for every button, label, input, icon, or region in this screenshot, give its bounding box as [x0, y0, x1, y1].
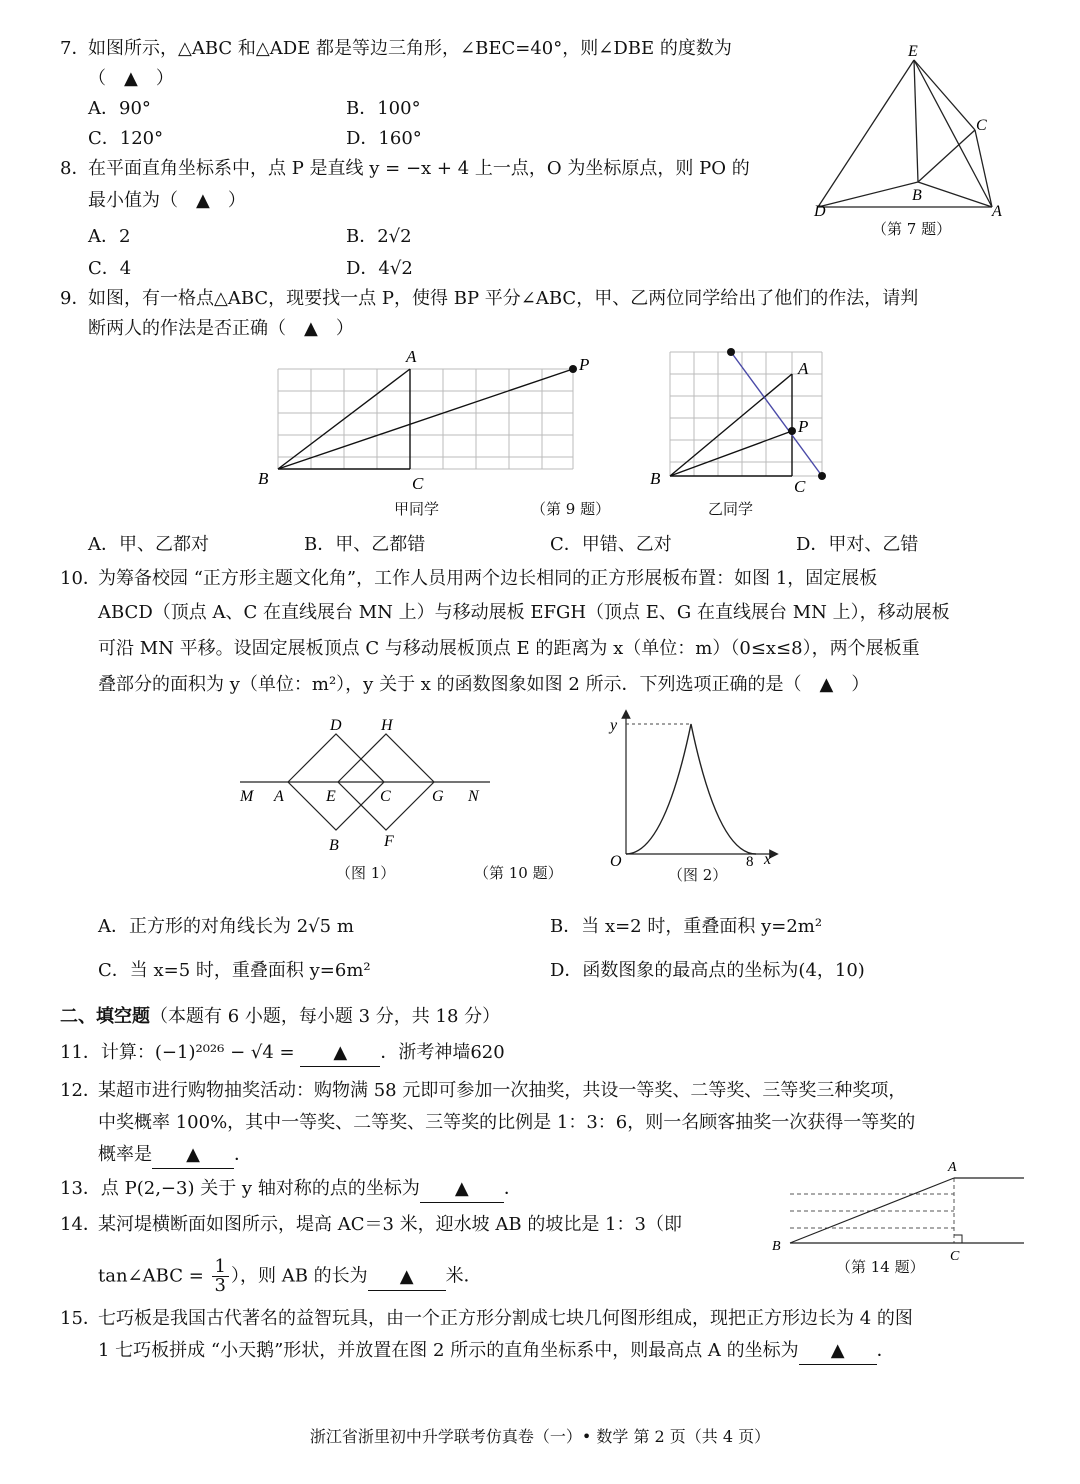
q9-stem-line2: 断两人的作法是否正确（ ▲ ）	[88, 318, 354, 339]
q12-stem-line3-text: 概率是	[98, 1144, 152, 1165]
section2-title: 二、填空题	[60, 1006, 150, 1027]
q14-label-b: B	[772, 1239, 781, 1254]
q12-answer-blank[interactable]: ▲	[152, 1142, 234, 1169]
q15-stem-line2-text: 1 七巧板拼成 “小天鹅”形状，并放置在图 2 所示的直角坐标系中，则最高点 A 的坐标为	[98, 1340, 799, 1361]
q10-fig1-caption: （图 1）	[336, 864, 396, 882]
q10-option-b: B．当 x=2 时，重叠面积 y=2m²	[550, 916, 823, 937]
q14-tail: 米．	[445, 1265, 482, 1287]
q12-number: 12．	[60, 1080, 101, 1101]
q14-fraction-denominator: 3	[214, 1275, 226, 1296]
q11-line	[60, 1040, 505, 1067]
q7-caption: （第 7 题）	[872, 220, 952, 238]
q9-caption-jia: 甲同学	[394, 500, 440, 518]
q11-stem: 计算：(−1)²⁰²⁶ − √4 =	[100, 1042, 295, 1063]
section2-note: （本题有 6 小题，每小题 3 分，共 18 分）	[150, 1006, 501, 1027]
q8-option-b: B．2√2	[346, 226, 412, 247]
q10-fig2-caption: （图 2）	[668, 866, 728, 884]
q8-number: 8．	[60, 158, 90, 179]
q15-stem-line2	[98, 1338, 895, 1365]
q9-yi-label-p: P	[798, 417, 809, 436]
q7-option-d: D．160°	[346, 128, 422, 149]
q14-label-a: A	[948, 1160, 957, 1175]
q12-stem-line2: 中奖概率 100%，其中一等奖、二等奖、三等奖的比例是 1：3：6，则一名顾客抽奖一次获得一等奖的	[98, 1112, 916, 1133]
q9-option-b: B．甲、乙都错	[304, 534, 426, 555]
q10-option-c: C．当 x=5 时，重叠面积 y=6m²	[98, 960, 371, 981]
section2-heading	[60, 1004, 500, 1030]
q10-fig1-label-n: N	[468, 788, 479, 805]
q12-stem-line1: 某超市进行购物抽奖活动：购物满 58 元即可参加一次抽奖，共设一等奖、二等奖、三等奖三种奖项，	[98, 1080, 907, 1101]
q9-jia-label-p: P	[579, 355, 590, 374]
q10-stem-line2: ABCD（顶点 A、C 在直线展台 MN 上）与移动展板 EFGH（顶点 E、G 在直线展台 MN 上），移动展板	[98, 602, 950, 623]
q9-figure-jia	[250, 348, 610, 493]
q7-number: 7．	[60, 38, 90, 59]
q9-jia-label-a: A	[406, 347, 417, 366]
q9-caption: （第 9 题）	[531, 500, 611, 518]
q14-label-c: C	[950, 1249, 960, 1264]
q10-stem-line1: 为筹备校园 “正方形主题文化角”，工作人员用两个边长相同的正方形展板布置：如图 1，固定展板	[98, 568, 878, 589]
q10-fig2-label-x: x	[764, 851, 772, 868]
q10-fig1-label-a: A	[274, 788, 284, 805]
q12-stem-line3	[98, 1142, 252, 1169]
q10-stem-line3: 可沿 MN 平移。设固定展板顶点 C 与移动展板顶点 E 的距离为 x（单位：m）（0≤x≤8），两个展板重	[98, 638, 920, 659]
q10-fig1-label-g: G	[432, 788, 444, 805]
q14-fraction-numerator: 1	[212, 1258, 229, 1277]
q10-fig1-label-d: D	[330, 717, 342, 734]
q15-tail: ．	[876, 1340, 895, 1361]
q10-fig2-label-8: 8	[746, 854, 754, 870]
q9-yi-label-b: B	[650, 469, 661, 488]
q12-tail: ．	[234, 1144, 252, 1165]
q14-figure	[768, 1156, 1028, 1266]
q14-number: 14．	[60, 1214, 101, 1235]
q14-tan-expression: tan∠ABC =	[98, 1265, 204, 1287]
q7-option-c: C．120°	[88, 128, 164, 149]
q14-fraction	[212, 1258, 229, 1295]
q8-option-c: C．4	[88, 258, 132, 279]
q14-stem-line1: 某河堤横断面如图所示，堤高 AC＝3 米，迎水坡 AB 的坡比是 1：3（即	[98, 1214, 682, 1235]
q14-answer-blank[interactable]: ▲	[368, 1264, 446, 1291]
q15-number: 15．	[60, 1308, 101, 1329]
q8-option-d: D．4√2	[346, 258, 413, 279]
q10-fig2-label-o: O	[610, 853, 622, 870]
q13-stem: 点 P(2,−3) 关于 y 轴对称的点的坐标为	[100, 1178, 420, 1199]
q11-number: 11．	[60, 1042, 101, 1063]
q7-option-b: B．100°	[346, 98, 421, 119]
q9-figure-yi	[650, 344, 840, 494]
q7-label-c: C	[976, 117, 987, 134]
q11-tail: ．浙考神墙620	[380, 1042, 505, 1063]
q13-line	[60, 1176, 522, 1203]
q10-option-a: A．正方形的对角线长为 2√5 m	[98, 916, 354, 937]
q14-caption: （第 14 题）	[836, 1258, 925, 1276]
q7-answer-paren: （ ▲ ）	[88, 68, 174, 89]
q10-caption: （第 10 题）	[474, 864, 563, 882]
q10-fig1-label-e: E	[326, 788, 336, 805]
q10-fig1-label-m: M	[240, 788, 254, 805]
q9-yi-label-a: A	[798, 359, 809, 378]
q10-number: 10．	[60, 568, 101, 589]
q7-figure	[810, 44, 1020, 224]
q9-caption-yi: 乙同学	[708, 500, 754, 518]
q7-label-e: E	[908, 43, 918, 60]
q7-label-d: D	[814, 203, 826, 220]
q10-fig1-label-h: H	[381, 717, 393, 734]
q10-figure-1	[236, 712, 496, 862]
q10-fig1-label-b: B	[329, 837, 339, 854]
q8-stem-line2: 最小值为（ ▲ ）	[88, 190, 246, 211]
q10-option-d: D．函数图象的最高点的坐标为(4，10)	[550, 960, 865, 981]
q10-fig1-label-f: F	[384, 833, 394, 850]
q13-answer-blank[interactable]: ▲	[420, 1176, 504, 1203]
q15-stem-line1: 七巧板是我国古代著名的益智玩具，由一个正方形分割成七块几何图形组成，现把正方形边长为 4 的图	[98, 1308, 913, 1329]
q7-option-a: A．90°	[88, 98, 151, 119]
q14-stem-line2b: ），则 AB 的长为	[230, 1265, 368, 1287]
q9-option-d: D．甲对、乙错	[796, 534, 919, 555]
q9-stem-line1: 如图，有一格点△ABC，现要找一点 P，使得 BP 平分∠ABC，甲、乙两位同学给出了他们的作法，请判	[88, 288, 919, 309]
q8-option-a: A．2	[88, 226, 131, 247]
page-footer: 浙江省浙里初中升学联考仿真卷（一）• 数学 第 2 页（共 4 页）	[309, 1427, 771, 1446]
q13-tail: ．	[503, 1178, 522, 1199]
q7-label-b: B	[912, 187, 922, 204]
q9-jia-label-b: B	[258, 469, 269, 488]
q13-number: 13．	[60, 1178, 101, 1199]
q7-stem: 如图所示，△ABC 和△ADE 都是等边三角形，∠BEC=40°，则∠DBE 的度数为	[88, 38, 732, 59]
q10-figure-2	[604, 708, 794, 873]
q14-stem-line2	[98, 1258, 482, 1295]
q9-number: 9．	[60, 288, 90, 309]
q10-fig1-label-c: C	[380, 788, 391, 805]
q10-fig2-label-y: y	[610, 717, 618, 734]
q10-stem-line4: 叠部分的面积为 y（单位：m²），y 关于 x 的函数图象如图 2 所示．下列选项正确的是（ ▲ ）	[98, 674, 870, 695]
q9-jia-label-c: C	[412, 474, 424, 493]
q15-answer-blank[interactable]: ▲	[799, 1338, 877, 1365]
q9-yi-label-c: C	[794, 477, 806, 496]
q8-stem-line1: 在平面直角坐标系中，点 P 是直线 y = −x + 4 上一点，O 为坐标原点，则 PO 的	[88, 158, 750, 179]
q7-label-a: A	[992, 203, 1002, 220]
q9-option-a: A．甲、乙都对	[88, 534, 209, 555]
q9-option-c: C．甲错、乙对	[550, 534, 672, 555]
q11-answer-blank[interactable]: ▲	[300, 1040, 380, 1067]
